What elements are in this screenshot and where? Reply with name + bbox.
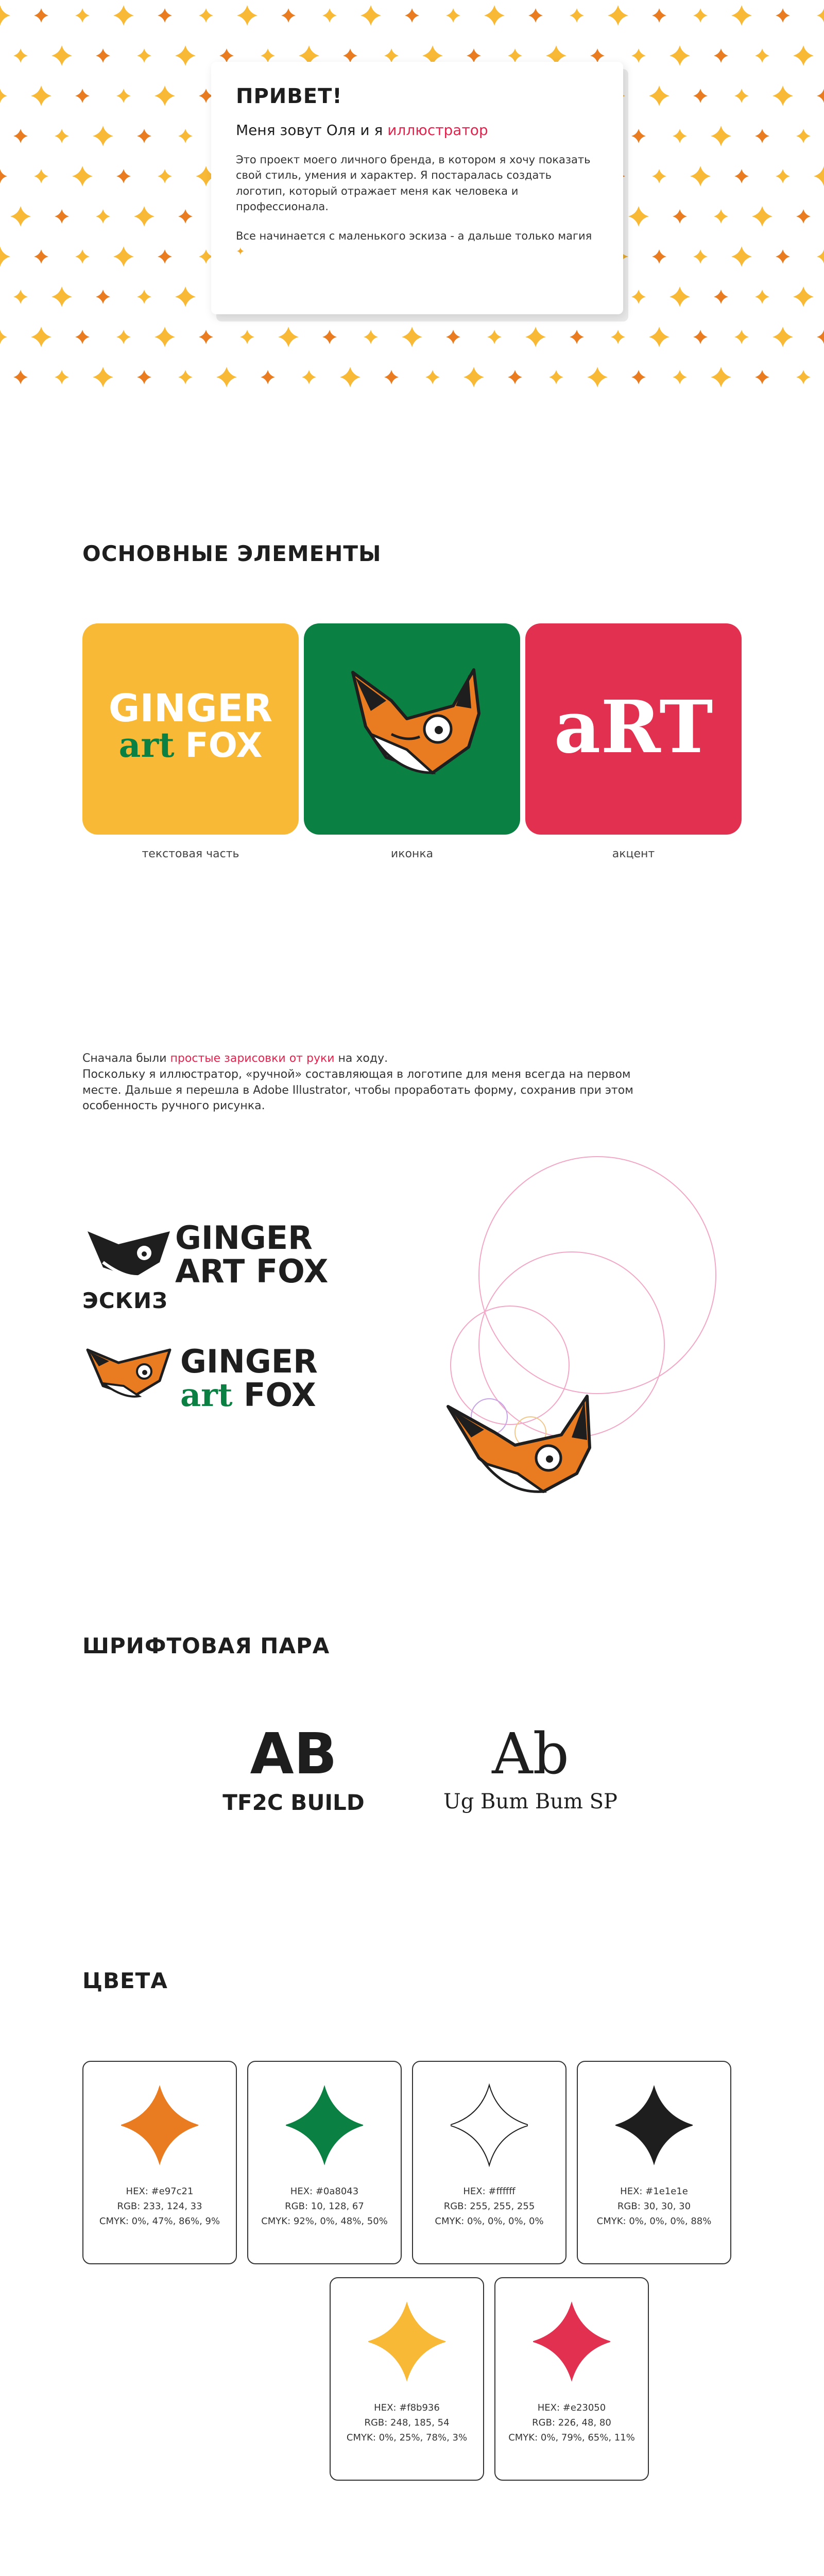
intro-paragraph-2 (236, 228, 598, 260)
star-icon (528, 8, 543, 23)
star-icon (402, 327, 422, 347)
logo-word-ginger: GINGER (108, 686, 273, 731)
star-icon (55, 209, 69, 224)
star-icon (817, 89, 824, 103)
star-icon (75, 330, 90, 344)
star-icon (670, 45, 690, 66)
star-icon (199, 8, 213, 23)
star-icon (343, 48, 357, 63)
star-icon (302, 370, 316, 384)
star-icon (96, 209, 110, 224)
intro-card (211, 62, 623, 314)
star-icon (178, 370, 193, 384)
star-icon (711, 126, 731, 146)
star-icon (219, 48, 234, 63)
star-icon (261, 48, 275, 63)
star-icon (113, 246, 134, 267)
color-hex-value: HEX: #e23050 (537, 2402, 606, 2413)
construction-grid (402, 1144, 793, 1515)
star-icon (13, 370, 28, 384)
star-icon (158, 169, 172, 183)
star-icon (96, 48, 110, 63)
color-hex-value: HEX: #1e1e1e (620, 2186, 688, 2197)
color-rgb-value: RGB: 226, 48, 80 (532, 2417, 611, 2428)
color-cmyk-value: CMYK: 0%, 0%, 0%, 0% (435, 2215, 544, 2227)
star-icon (0, 5, 10, 26)
sketch-line-2: Поскольку я иллюстратор, «ручной» составляющая в логотипе для меня всегда на первом месте. Дальше я перешла в Adobe Illustrator, чтобы проработать форму, сохранив при этом особенность ручного рисунка. (82, 1067, 633, 1113)
color-rgb-value: RGB: 248, 185, 54 (364, 2417, 450, 2428)
star-icon (405, 8, 419, 23)
tile-icon (304, 623, 520, 835)
star-icon (137, 290, 151, 304)
star-icon (631, 129, 646, 143)
star-icon (93, 126, 113, 146)
color-star-icon (286, 2081, 363, 2169)
star-icon (446, 330, 460, 344)
intro-title: ПРИВЕТ! (236, 84, 342, 108)
star-icon (178, 209, 193, 224)
color-swatch (330, 2277, 484, 2481)
color-swatch-info (331, 2401, 483, 2445)
star-icon (261, 370, 275, 384)
star-icon (793, 45, 814, 66)
star-icon (96, 290, 110, 304)
star-icon (55, 370, 69, 384)
font-secondary-name: Ug Bum Bum SP (443, 1790, 617, 1814)
star-icon (693, 330, 708, 344)
color-swatch-info (495, 2401, 648, 2445)
color-star-icon (533, 2298, 610, 2385)
star-icon (649, 327, 670, 347)
color-rgb-value: RGB: 233, 124, 33 (117, 2200, 202, 2212)
star-icon (322, 8, 337, 23)
star-icon (0, 169, 7, 183)
accent-word-art: aRT (554, 685, 713, 770)
caption-text-part: текстовая часть (142, 848, 239, 860)
fox-sketch-icon (82, 1216, 180, 1293)
star-icon (508, 48, 522, 63)
sketch-color-word-art: art (180, 1376, 233, 1414)
color-hex-value: HEX: #ffffff (463, 2186, 516, 2197)
star-icon (587, 367, 608, 387)
star-icon (116, 330, 131, 344)
star-icon (384, 370, 399, 384)
star-icon (137, 129, 151, 143)
intro-paragraph-1: Это проект моего личного бренда, в котором я хочу показать свой стиль, умения и характер. Я постаралась создать логотип, который отражает меня как человека и профессионала. (236, 154, 591, 213)
sketch-line-1-highlight: простые зарисовки от руки (170, 1052, 335, 1065)
star-icon (75, 89, 90, 103)
star-icon (628, 206, 649, 227)
sparkle-icon: ✦ (236, 245, 245, 258)
star-icon (793, 286, 814, 307)
star-icon (10, 206, 31, 227)
star-icon (755, 129, 769, 143)
color-cmyk-value: CMYK: 92%, 0%, 48%, 50% (261, 2215, 388, 2227)
star-icon (673, 129, 687, 143)
star-icon (652, 8, 666, 23)
sketch-word-ginger: GINGER (175, 1219, 313, 1257)
color-cmyk-value: CMYK: 0%, 25%, 78%, 3% (346, 2432, 468, 2443)
color-hex-value: HEX: #f8b936 (374, 2402, 440, 2413)
sketch-color-wordmark (180, 1345, 318, 1412)
star-icon (772, 86, 793, 106)
star-icon (13, 290, 28, 304)
star-icon (776, 8, 790, 23)
star-icon (55, 129, 69, 143)
star-icon (116, 89, 131, 103)
tile-logo-text (103, 686, 278, 765)
star-icon (570, 8, 584, 23)
star-icon (693, 8, 708, 23)
star-icon (75, 8, 90, 23)
caption-accent: акцент (612, 848, 655, 860)
star-icon (693, 249, 708, 264)
color-cmyk-value: CMYK: 0%, 79%, 65%, 11% (508, 2432, 635, 2443)
logo-word-fox: FOX (185, 725, 263, 765)
star-icon (240, 330, 254, 344)
color-swatch (412, 2061, 566, 2264)
sketch-line-1 (82, 1051, 649, 1067)
sketch-color-word-ginger: GINGER (180, 1343, 318, 1380)
section-title-colors: ЦВЕТА (82, 1968, 168, 1993)
star-icon (154, 327, 175, 347)
section-title-sketch: ЭСКИЗ (82, 1288, 168, 1313)
star-icon (93, 367, 113, 387)
star-icon (673, 370, 687, 384)
color-rgb-value: RGB: 10, 128, 67 (285, 2200, 364, 2212)
star-icon (446, 8, 460, 23)
color-swatch-info (578, 2184, 730, 2229)
color-rgb-value: RGB: 30, 30, 30 (617, 2200, 691, 2212)
color-swatch-info (248, 2184, 401, 2229)
star-icon (13, 129, 28, 143)
sketch-line-1-prefix: Сначала были (82, 1052, 170, 1065)
star-icon (611, 330, 625, 344)
tile-text-part (82, 623, 299, 835)
star-icon (281, 8, 296, 23)
star-icon (0, 330, 7, 344)
color-swatch (82, 2061, 237, 2264)
intro-subtitle (236, 122, 598, 139)
star-icon (52, 45, 72, 66)
font-primary-letters: AB (250, 1721, 337, 1787)
star-icon (755, 48, 769, 63)
fox-construction-icon (448, 1396, 590, 1492)
sketch-color-word-fox: FOX (244, 1376, 316, 1414)
font-sample-primary (216, 1721, 371, 1815)
star-icon (34, 169, 48, 183)
star-icon (199, 330, 213, 344)
star-icon (278, 327, 299, 347)
star-icon (652, 249, 666, 264)
color-star-icon (121, 2081, 198, 2169)
star-icon (13, 48, 28, 63)
star-icon (693, 89, 708, 103)
star-icon (796, 129, 811, 143)
star-icon (714, 209, 728, 224)
star-icon (731, 5, 752, 26)
intro-subtitle-prefix: Меня зовут Оля и я (236, 122, 388, 139)
star-icon (116, 169, 131, 183)
sketch-logo-color (82, 1329, 371, 1432)
star-icon (72, 166, 93, 187)
star-icon (364, 330, 378, 344)
star-icon (776, 249, 790, 264)
sketch-logo-black (82, 1206, 371, 1309)
star-icon (796, 209, 811, 224)
star-icon (158, 8, 172, 23)
sketch-description (82, 1051, 649, 1114)
star-icon (158, 249, 172, 264)
star-icon (731, 246, 752, 267)
star-icon (0, 89, 7, 103)
star-icon (549, 370, 563, 384)
star-icon (734, 330, 749, 344)
sketch-word-artfox: ART FOX (175, 1252, 329, 1291)
star-icon (175, 45, 196, 66)
star-icon (649, 86, 670, 106)
color-cmyk-value: CMYK: 0%, 47%, 86%, 9% (99, 2215, 220, 2227)
color-swatch (494, 2277, 649, 2481)
sketch-logo-wordmark (175, 1219, 329, 1291)
fox-head-icon (304, 623, 520, 835)
star-icon (340, 367, 360, 387)
star-icon (525, 327, 546, 347)
star-icon (175, 286, 196, 307)
star-icon (631, 48, 646, 63)
star-icon (487, 330, 502, 344)
star-icon (237, 5, 258, 26)
font-sample-secondary (407, 1721, 654, 1814)
star-icon (714, 290, 728, 304)
star-icon (137, 48, 151, 63)
color-hex-value: HEX: #0a8043 (290, 2186, 359, 2197)
star-icon (772, 327, 793, 347)
star-icon (817, 8, 824, 23)
fox-color-icon (82, 1334, 180, 1412)
star-icon (570, 330, 584, 344)
color-star-icon (451, 2081, 528, 2169)
star-icon (34, 249, 48, 264)
star-icon (734, 89, 749, 103)
star-icon (75, 249, 90, 264)
star-icon (425, 370, 440, 384)
intro-paragraph-2-text: Все начинается с маленького эскиза - а дальше только магия (236, 229, 592, 242)
star-icon (711, 367, 731, 387)
star-icon (31, 86, 52, 106)
star-icon (734, 169, 749, 183)
color-star-icon (615, 2081, 693, 2169)
star-icon (817, 330, 824, 344)
star-icon (137, 370, 151, 384)
star-icon (134, 206, 154, 227)
star-icon (670, 286, 690, 307)
star-icon (464, 367, 484, 387)
star-icon (508, 370, 522, 384)
star-icon (216, 367, 237, 387)
intro-subtitle-role: иллюстратор (387, 122, 488, 139)
star-icon (652, 169, 666, 183)
star-icon (814, 166, 824, 187)
color-swatch (577, 2061, 731, 2264)
font-primary-name: TF2C BUILD (222, 1790, 365, 1815)
star-icon (690, 166, 711, 187)
section-title-elements: ОСНОВНЫЕ ЭЛЕМЕНТЫ (82, 541, 382, 566)
star-icon (31, 327, 52, 347)
color-star-icon (368, 2298, 445, 2385)
color-rgb-value: RGB: 255, 255, 255 (443, 2200, 535, 2212)
color-swatch-info (413, 2184, 565, 2229)
star-icon (52, 286, 72, 307)
color-swatch (247, 2061, 402, 2264)
star-icon (631, 290, 646, 304)
tile-accent (525, 623, 742, 835)
color-swatch-info (83, 2184, 236, 2229)
star-icon (360, 5, 381, 26)
star-icon (673, 209, 687, 224)
star-icon (817, 249, 824, 264)
star-icon (34, 8, 48, 23)
star-icon (154, 86, 175, 106)
star-icon (714, 48, 728, 63)
star-icon (322, 330, 337, 344)
star-icon (776, 169, 790, 183)
sketch-line-1-suffix: на ходу. (334, 1052, 388, 1065)
star-icon (178, 129, 193, 143)
star-icon (484, 5, 505, 26)
star-icon (608, 5, 628, 26)
star-icon (113, 5, 134, 26)
star-icon (384, 48, 399, 63)
caption-icon: иконка (390, 848, 434, 860)
star-icon (752, 206, 772, 227)
star-icon (755, 370, 769, 384)
star-icon (590, 48, 605, 63)
star-icon (631, 370, 646, 384)
color-hex-value: HEX: #e97c21 (126, 2186, 194, 2197)
star-icon (467, 48, 481, 63)
section-title-fonts: ШРИФТОВАЯ ПАРА (82, 1633, 330, 1658)
star-icon (755, 290, 769, 304)
star-icon (0, 246, 10, 267)
color-cmyk-value: CMYK: 0%, 0%, 0%, 88% (596, 2215, 712, 2227)
logo-word-art: art (118, 725, 175, 765)
font-secondary-letters: Ab (492, 1721, 569, 1787)
star-icon (796, 370, 811, 384)
